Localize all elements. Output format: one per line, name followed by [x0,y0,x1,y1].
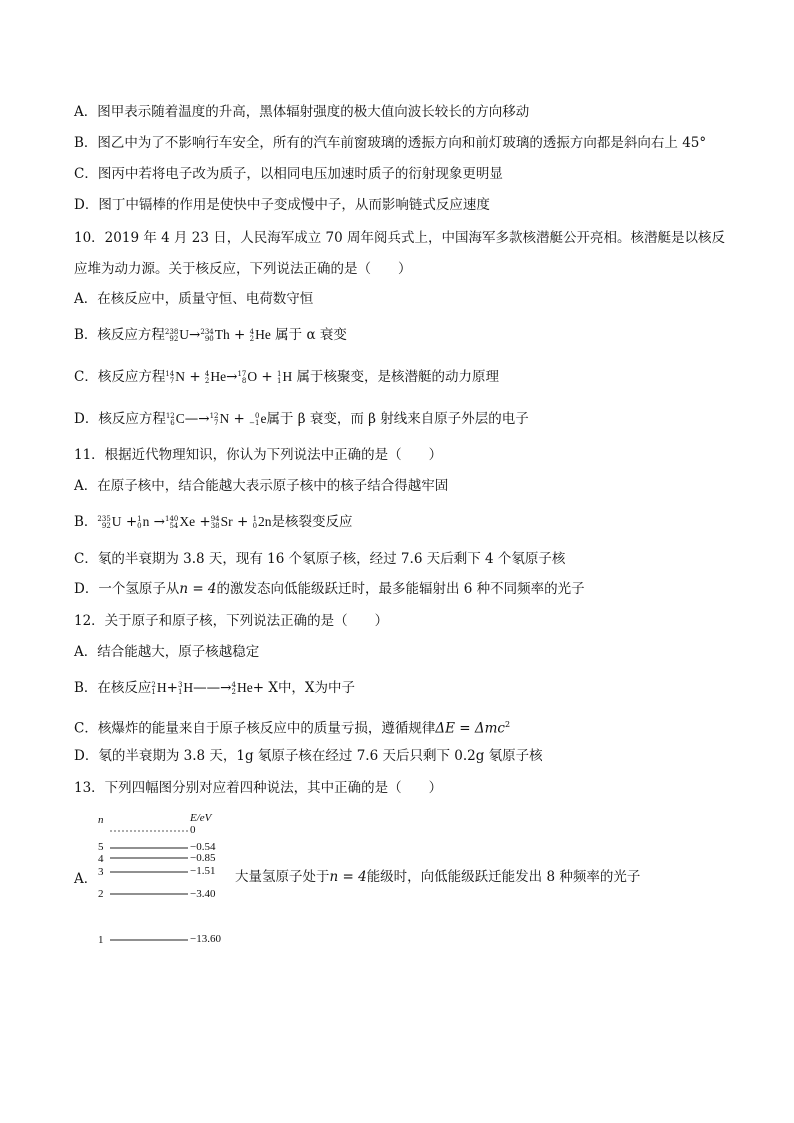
level-n-3: 3 [98,866,104,878]
n-axis-header: n [98,814,104,826]
q10-c-suffix: 属于核聚变，是核潜艇的动力原理 [296,369,500,385]
o17-isotope: 17 8 [237,369,247,385]
level-energy-2: −3.40 [190,888,216,900]
q13-option-a-text: 大量氢原子处于n = 4能级时，向低能级跃迁能发出 8 种频率的光子 [235,869,641,885]
q10-option-c: C．核反应方程 14 7 N + 4 2 He→ 17 8 O + 1 1 H 属于核聚变，是核潜艇的动力原理 [74,369,500,385]
he4-isotope-q12: 4 2 [231,680,236,696]
neutron2-isotope: 1 0 [252,514,258,530]
h2-isotope: 2 1 [151,680,156,696]
h1-isotope: 1 1 [277,369,282,385]
q12-stem: 12．关于原子和原子核，下列说法正确的是（ ） [74,613,389,629]
he4-isotope: 4 2 [249,327,255,343]
level-energy-5: −0.54 [190,841,216,853]
n14-isotope: 14 7 [165,369,175,385]
c12-isotope: 12 6 [165,411,175,427]
q9-option-d: D．图丁中镉棒的作用是使快中子变成慢中子，从而影响链式反应速度 [74,197,490,213]
level-n-5: 5 [98,841,104,853]
q10-option-b: B．核反应方程 238 92 U→ 234 90 Th + 4 2 He 属于 α 衰变 [74,327,347,343]
q9-option-b: B．图乙中为了不影响行车安全，所有的汽车前窗玻璃的透振方向和前灯玻璃的透振方向都是斜向右上 45° [74,135,707,151]
q12-option-d: D．氡的半衰期为 3.8 天，1g 氡原子核在经过 7.6 天后只剩下 0.2g 氡原子核 [74,748,543,764]
q12-option-b: B．在核反应 2 1 H+ 3 1 H——→ 4 2 He+ X中，X为中子 [74,680,356,696]
q12-option-c: C．核爆炸的能量来自于原子核反应中的质量亏损，遵循规律ΔE = Δmc$^2$ [74,720,511,737]
level-n-1: 1 [98,934,104,946]
q11-option-d: D．一个氢原子从n = 4的激发态向低能级跃迁时，最多能辐射出 6 种不同频率的光子 [74,581,585,597]
q10-stem-line2: 应堆为动力源。关于核反应，下列说法正确的是（ ） [74,261,412,277]
energy-axis-header: E/eV [190,812,212,824]
xe140-isotope: 140 54 [164,514,179,530]
energy-level-lines [90,812,240,952]
level-n-4: 4 [98,853,104,865]
q11-option-b: B． 235 92 U + 1 0 n → 140 54 Xe + 94 38 Sr + 1 0 2n是核裂变反应 [74,514,353,530]
energy-level-diagram [90,812,240,952]
level-n-2: 2 [98,888,104,900]
q11-b-suffix: 是核裂变反应 [271,514,353,530]
q12-option-a: A．结合能越大，原子核越稳定 [74,644,260,660]
sr94-isotope: 94 38 [210,514,220,530]
q11-b-prefix: B． [74,514,98,530]
q13-option-a-label: A． [74,871,98,887]
level-energy-4: −0.85 [190,852,216,864]
n12-isotope: 12 7 [209,411,219,427]
electron-isotope: 0 −1 [249,411,260,427]
q10-option-d: D．核反应方程 12 6 C—→ 12 7 N + 0 −1 e属于 β 衰变，而 β 射线来自原子外层的电子 [74,411,529,427]
q11-option-c: C．氡的半衰期为 3.8 天，现有 16 个氡原子核，经过 7.6 天后剩下 4 个氡原子核 [74,551,566,567]
q10-d-suffix: 属于 β 衰变，而 β 射线来自原子外层的电子 [266,411,529,427]
q13-stem: 13．下列四幅图分别对应着四种说法，其中正确的是（ ） [74,780,443,796]
neutron-isotope: 1 0 [137,514,142,530]
level-energy-3: −1.51 [190,865,216,877]
q11-option-a: A．在原子核中，结合能越大表示原子核中的核子结合得越牢固 [74,478,449,494]
q10-option-a: A．在核反应中，质量守恒、电荷数守恒 [74,291,314,307]
q12-b-suffix: 中，X为中子 [277,680,356,696]
q10-stem-line1: 10．2019 年 4 月 23 日，人民海军成立 70 周年阅兵式上，中国海军多款核潜艇公开亮相。核潜艇是以核反 [74,230,726,246]
u235-isotope: 235 92 [97,514,111,530]
q10-d-prefix: D．核反应方程 [74,411,166,427]
level-energy-1: −13.60 [190,933,221,945]
he4-isotope-c: 4 2 [204,369,210,385]
h3-isotope: 3 1 [177,680,183,696]
q9-option-a: A．图甲表示随着温度的升高，黑体辐射强度的极大值向波长较长的方向移动 [74,104,530,120]
q12-b-prefix: B．在核反应 [74,680,152,696]
q9-option-c: C．图丙中若将电子改为质子，以相同电压加速时质子的衍射现象更明显 [74,166,503,182]
q10-b-prefix: B．核反应方程 [74,327,165,343]
level-energy-0: 0 [190,824,196,836]
q10-c-prefix: C．核反应方程 [74,369,166,385]
q10-b-suffix: 属于 α 衰变 [275,327,347,343]
q11-stem: 11．根据近代物理知识，你认为下列说法中正确的是（ ） [74,447,443,463]
u238-isotope: 238 92 [164,327,179,343]
th234-isotope: 234 90 [200,327,214,343]
